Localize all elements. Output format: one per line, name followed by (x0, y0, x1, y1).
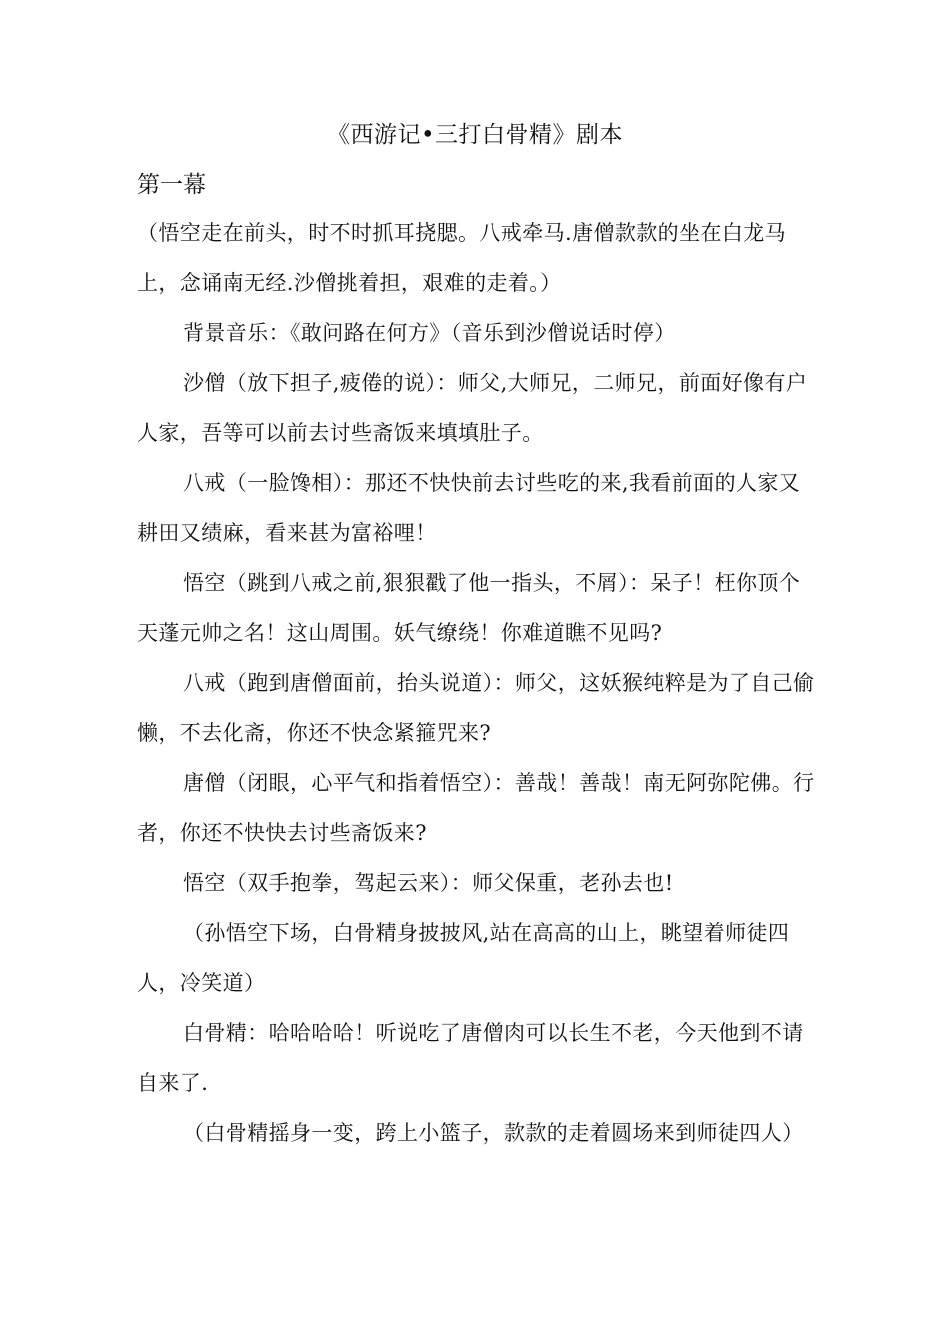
script-line: 悟空（双手抱拳，驾起云来）：师父保重，老孙去也! (183, 871, 674, 895)
script-line: 沙僧（放下担子,疲倦的说）：师父,大师兄，二师兄，前面好像有户人家，吾等可以前去讨些斋饭来填填肚子。 (137, 371, 808, 445)
script-line: （孙悟空下场，白骨精身披披风,站在高高的山上，眺望着师徒四人，冷笑道） (137, 921, 790, 995)
script-line: 背景音乐：《敢问路在何方》（音乐到沙僧说话时停） (183, 321, 676, 345)
script-body (137, 208, 817, 1158)
act-heading: 第一幕 (137, 172, 206, 198)
script-line: 八戒（跑到唐僧面前，抬头说道）：师父，这妖猴纯粹是为了自己偷懒，不去化斋，你还不快念紧箍咒来? (137, 671, 815, 745)
script-line: 八戒（一脸馋相）：那还不快快前去讨些吃的来,我看前面的人家又耕田又绩麻，看来甚为富裕哩！ (137, 471, 801, 545)
script-line: 白骨精：哈哈哈哈！听说吃了唐僧肉可以长生不老，今天他到不请自来了. (137, 1021, 804, 1095)
stage-direction: （悟空走在前头，时不时抓耳挠腮。八戒牵马.唐僧款款的坐在白龙马上，念诵南无经.沙僧挑着担，艰难的走着。） (137, 221, 787, 295)
script-line: （白骨精摇身一变，跨上小篮子，款款的走着圆场来到师徒四人） (183, 1121, 804, 1145)
script-line: 悟空（跳到八戒之前,狠狠戳了他一指头，不屑）：呆子！枉你顶个天蓬元帅之名！这山周围。妖气缭绕！你难道瞧不见吗? (137, 571, 801, 645)
document-title: 《西游记•三打白骨精》剧本 (326, 122, 624, 148)
script-line: 唐僧（闭眼，心平气和指着悟空）：善哉！善哉！南无阿弥陀佛。行者，你还不快快去讨些斋饭来? (137, 771, 815, 845)
